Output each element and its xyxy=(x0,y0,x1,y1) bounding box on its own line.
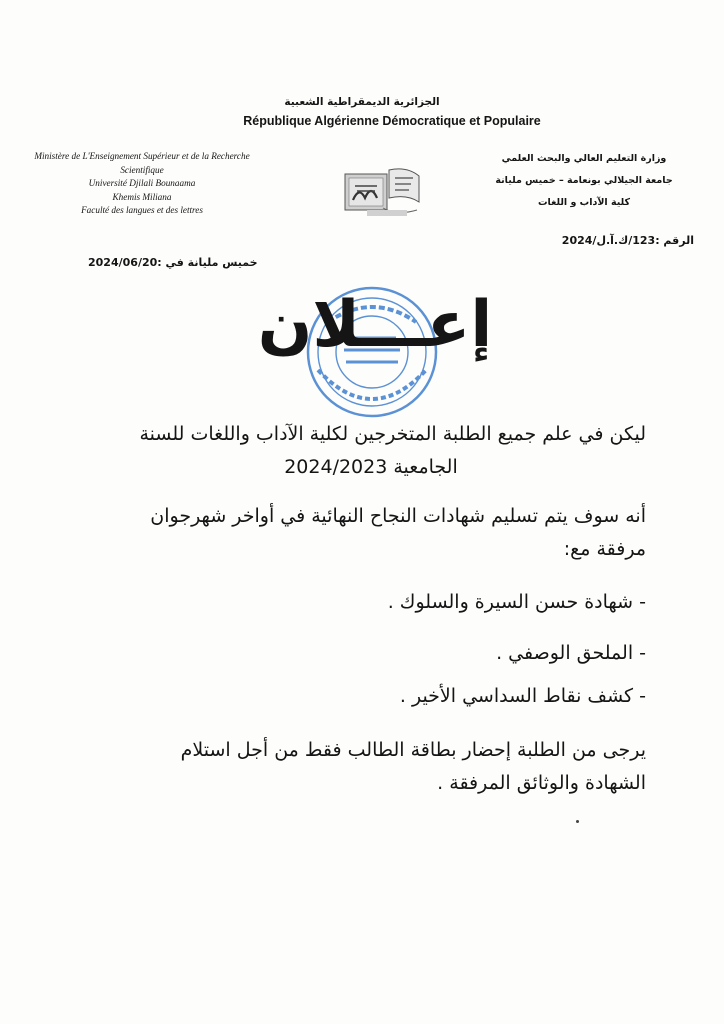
paragraph-intro xyxy=(56,418,646,484)
paragraph-intro-line-1: ليكن في علم جميع الطلبة المتخرجين لكلية الآداب واللغات للسنة xyxy=(139,423,646,445)
announcement-title: إعـــلان xyxy=(257,288,493,362)
document-date: خميس مليانة في :2024/06/20 xyxy=(88,256,258,269)
paragraph-request-line-1: يرجى من الطلبة إحضار بطاقة الطالب فقط من أجل استلام xyxy=(180,739,646,761)
paragraph-intro-line-2: الجامعية 2024/2023 xyxy=(284,456,458,478)
university-logo xyxy=(343,160,423,222)
university-line-ar: جامعة الجيلالي بونعامة – خميس مليانة xyxy=(495,175,673,186)
university-line: Université Djilali Bounaama xyxy=(88,178,196,188)
faculty-line-ar: كلية الآداب و اللغات xyxy=(537,197,631,208)
list-item: - الملحق الوصفي . xyxy=(496,642,646,664)
list-item: - شهادة حسن السيرة والسلوك . xyxy=(387,591,646,613)
list-item: - كشف نقاط السداسي الأخير . xyxy=(399,685,646,707)
city-line: Khemis Miliana xyxy=(112,191,172,202)
ink-speck xyxy=(576,820,579,823)
ministry-line-ar: وزارة التعليم العالي والبحث العلمي xyxy=(501,153,667,164)
paragraph-delivery-line-1: أنه سوف يتم تسليم شهادات النجاح النهائية في أواخر شهرجوان xyxy=(150,505,646,527)
paragraph-delivery xyxy=(56,500,646,566)
paragraph-delivery-line-2: مرفقة مع: xyxy=(563,538,646,560)
ministry-line: Ministère de L'Enseignement Supérieur et de la Recherche xyxy=(34,151,250,161)
ministry-line-2: Scientifique xyxy=(120,164,164,175)
paragraph-request-line-2: الشهادة والوثائق المرفقة . xyxy=(437,772,646,794)
institution-block-french xyxy=(22,150,262,218)
country-name-french: République Algérienne Démocratique et Populaire xyxy=(243,114,541,128)
paragraph-request xyxy=(56,734,646,800)
country-name-arabic: الجزائرية الديمقراطية الشعبية xyxy=(284,96,440,108)
reference-number: الرقم :123/ك.آ.ل/2024 xyxy=(561,234,694,247)
faculty-line: Faculté des langues et des lettres xyxy=(81,205,203,215)
institution-block-arabic xyxy=(484,148,684,214)
